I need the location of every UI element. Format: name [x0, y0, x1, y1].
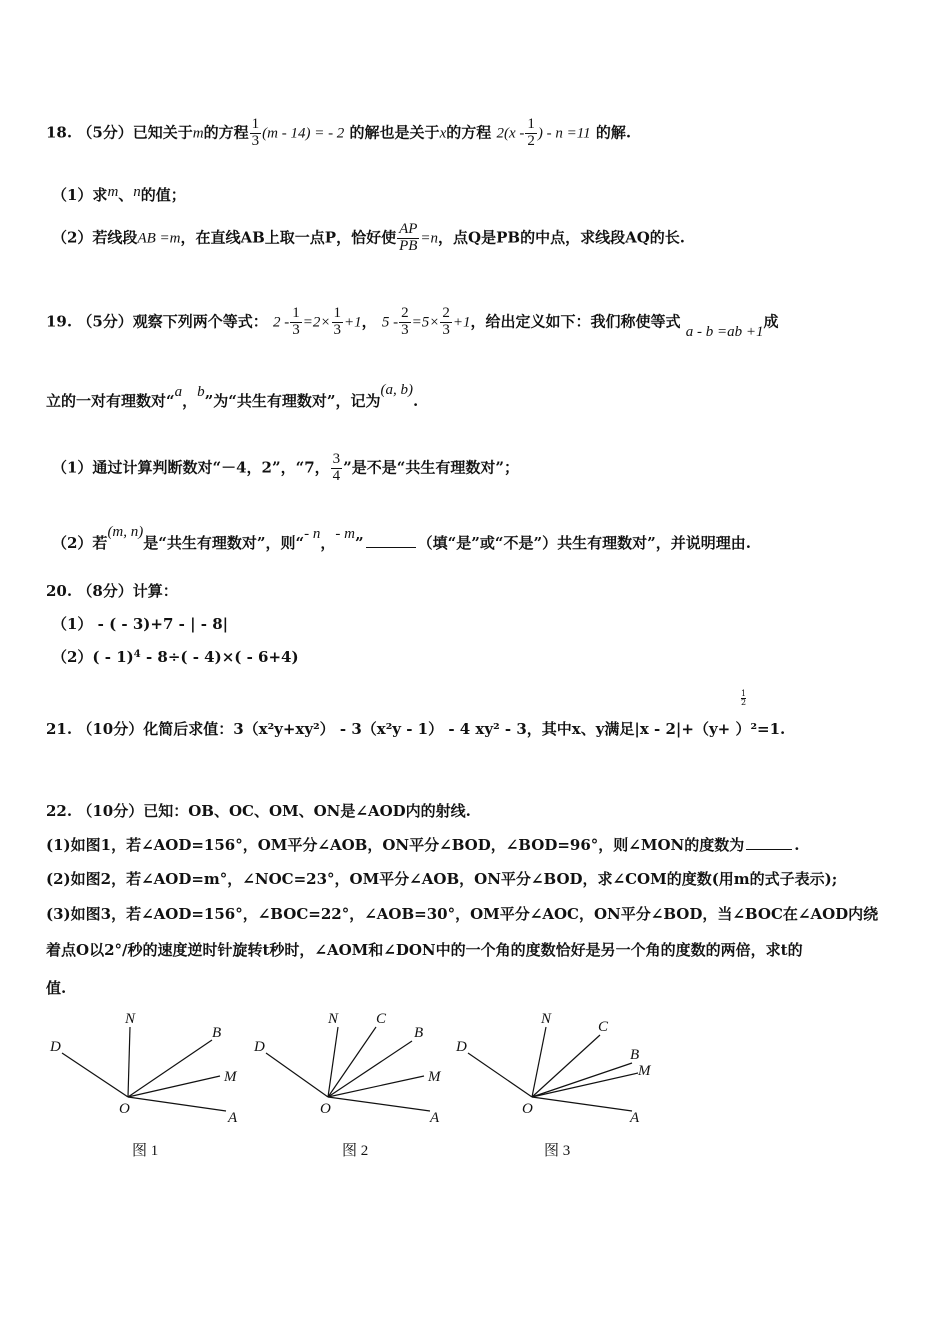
q19-text2: 成: [763, 312, 779, 331]
q18-p1-n: n: [133, 184, 141, 200]
fig2-label-c: C: [376, 1011, 387, 1027]
q18-p2-b: ，在直线AB上取一点P，恰好使: [180, 228, 397, 247]
fig1-label-a: A: [228, 1110, 238, 1126]
q19-e2-frac2-num: 2: [442, 305, 450, 321]
q18-p2-frac-num: AP: [399, 221, 418, 237]
q22-p1a: (1)如图1，若∠AOD=156°，OM平分∠AOB，ON平分∠BOD，∠BOD=96°，则∠MON的度数为: [46, 836, 745, 854]
fig1-label-b: B: [212, 1025, 222, 1041]
q20-p1: （1） - ( - 3)+7 - | - 8|: [52, 615, 229, 633]
q21-text: 21. （10分）化简后求值：3（x²y+xy²） - 3（x²y - 1） - 4 xy² - 3，其中x、y满足|x - 2|+（y+ ）²=1.: [46, 720, 786, 738]
fig2-label-d: D: [254, 1039, 265, 1055]
q19-part1: [52, 452, 519, 485]
fig1-label-d: D: [50, 1039, 61, 1055]
q19-p2b: 是“共生有理数对”，则“: [143, 534, 305, 552]
q19-e2a: 5 -: [381, 314, 399, 331]
q19-l2-b: b: [197, 384, 205, 400]
q19-p1b: ”是不是“共生有理数对”；: [343, 458, 520, 477]
fig3-label-n: N: [541, 1011, 552, 1027]
q19-l2-a: a: [174, 384, 183, 400]
q19-answer-blank: [366, 546, 416, 548]
q18-eq-word1: 的方程: [203, 123, 249, 142]
q19-e2-frac1-den: 3: [401, 321, 409, 338]
q20-part1: [52, 613, 228, 634]
q19-l2a: 立的一对有理数对“: [46, 392, 175, 410]
q19-p2-m: - m: [335, 526, 355, 542]
q22-part3-line3: [46, 977, 66, 998]
q19-p2a: （2）若: [52, 534, 108, 552]
q18-part2: [52, 222, 685, 255]
q18-p2-ab: AB =m: [137, 230, 181, 247]
q19-e1-frac2-num: 1: [333, 305, 341, 321]
q22-p2: (2)如图2，若∠AOD=m°，∠NOC=23°，OM平分∠AOB，ON平分∠BOD，求∠COM的度数(用m的式子表示);: [46, 870, 838, 888]
q18-p1-b: 的值；: [140, 186, 186, 204]
fig2-label-a: A: [430, 1110, 440, 1126]
q18-line: [46, 117, 631, 150]
q18-var-x: x: [439, 125, 447, 142]
q18-p1-m: m: [107, 184, 119, 200]
q22-head: 22. （10分）已知：OB、OC、OM、ON是∠AOD内的射线.: [46, 802, 471, 820]
q19-p1-frac-den: 4: [332, 467, 341, 484]
q21-small-frac: [741, 690, 746, 707]
q18-frac2: [525, 117, 537, 150]
fig3-ray-om: [532, 1073, 638, 1097]
q19-e2-frac1-num: 2: [401, 305, 409, 321]
q19-p2-pair: (m, n): [107, 524, 144, 540]
q22-p1b: .: [794, 836, 800, 854]
q19-e1a: 2 -: [273, 314, 290, 331]
q19-e2b: =5×: [411, 314, 440, 331]
q22-part3-line1: [46, 903, 878, 924]
q18-eq2-b: ) - n =11: [537, 125, 591, 142]
q19-e2-frac2-den: 3: [442, 321, 450, 338]
q20-head: 20. （8分）计算：: [46, 582, 178, 600]
q18-head: 18. （5分）已知关于: [46, 123, 193, 142]
fig3-label-o: O: [522, 1101, 533, 1117]
fig3-ray-oa: [532, 1097, 632, 1111]
q18-frac1-den: 3: [251, 132, 260, 149]
q18-p2-frac: [397, 222, 419, 255]
fig3-ray-ob: [532, 1063, 632, 1097]
fig3-label-d: D: [456, 1039, 467, 1055]
q19-l2-sep: ，: [182, 392, 198, 410]
q22-part1: [46, 834, 799, 855]
figure-3-caption: 图 3: [544, 1143, 571, 1159]
q19-e1-frac2-den: 3: [333, 321, 341, 338]
q20-p2b: - 8÷( - 4)×( - 6+4): [140, 648, 299, 666]
q20-p2-exp: 4: [133, 648, 141, 660]
q19-line1: [46, 306, 779, 339]
q19-l2-pair: (a, b): [380, 382, 414, 398]
fig3-ray-od: [468, 1053, 532, 1097]
fig2-ray-oc: [328, 1027, 376, 1097]
fig2-ray-om: [328, 1076, 424, 1097]
q18-p2-a: （2）若线段: [52, 228, 138, 247]
q18-eq2-a: 2(x -: [496, 125, 525, 142]
q19-p1a: （1）通过计算判断数对“－4，2”，“7，: [52, 458, 330, 477]
q22-part3-line2: [46, 939, 803, 960]
q18-eq-word2: 的方程: [446, 123, 492, 142]
fig2-ray-oa: [328, 1097, 430, 1111]
fig2-label-o: O: [320, 1101, 331, 1117]
fig1-label-n: N: [125, 1011, 136, 1027]
figure-2-caption: 图 2: [342, 1143, 369, 1159]
q19-e1b: =2×: [302, 314, 331, 331]
fig2-label-b: B: [414, 1025, 424, 1041]
q21-line: [46, 718, 785, 739]
fig2-ray-od: [266, 1053, 328, 1097]
q20-p2a: （2）( - 1): [52, 648, 134, 666]
q19-e1-frac1: [290, 306, 302, 339]
q18-frac1-num: 1: [251, 116, 260, 132]
q19-l2c: .: [413, 392, 419, 410]
q18-p1-a: （1）求: [52, 186, 108, 204]
q19-l2b: ”为“共生有理数对”，记为: [204, 392, 381, 410]
q18-p2-frac-den: PB: [399, 237, 418, 254]
figure-1-caption: 图 1: [132, 1143, 159, 1159]
fig3-label-c: C: [598, 1019, 609, 1035]
fig3-label-m: M: [638, 1063, 651, 1079]
fig1-ray-oa: [128, 1097, 226, 1111]
q18-p2-c: ，点Q是PB的中点，求线段AQ的长.: [438, 228, 685, 247]
q22-part2: [46, 868, 837, 889]
q18-frac2-num: 1: [527, 116, 535, 132]
fig3-label-a: A: [630, 1110, 640, 1126]
fig1-ray-om: [128, 1076, 220, 1097]
q20-part2: [52, 646, 299, 667]
q22-p3c: 值.: [46, 979, 67, 997]
q19-p1-frac-num: 3: [332, 451, 341, 467]
q19-e2-frac2: [440, 306, 452, 339]
fig2-ray-on: [328, 1027, 338, 1097]
fig2-label-m: M: [428, 1069, 441, 1085]
q19-e1-frac1-num: 1: [292, 305, 300, 321]
q19-p2d: （填“是”或“不是”）共生有理数对”，并说明理由.: [417, 534, 752, 552]
q19-p2-sep: ，: [320, 534, 336, 552]
q19-line2: [46, 382, 419, 411]
q21-small-frac-num: 1: [741, 689, 747, 698]
figure-1-diagram: [40, 1005, 250, 1135]
q19-e2-frac1: [399, 306, 411, 339]
q19-p1-frac: [331, 452, 343, 485]
q22-head-line: [46, 800, 471, 821]
q18-p2-eq: =n: [420, 230, 439, 247]
q19-comma: ，: [361, 312, 377, 331]
q19-head: 19. （5分）观察下列两个等式：: [46, 312, 268, 331]
q22-p3a: (3)如图3，若∠AOD=156°，∠BOC=22°，∠AOB=30°，OM平分∠AOC，ON平分∠BOD，当∠BOC在∠AOD内绕: [46, 905, 879, 923]
q18-eq1-rest: (m - 14) = - 2: [262, 125, 345, 142]
q19-text1: ，给出定义如下：我们称使等式: [470, 312, 681, 331]
fig3-label-b: B: [630, 1047, 640, 1063]
q19-p2-n: - n: [304, 526, 321, 542]
q18-frac1: [250, 117, 262, 150]
q20-head-line: [46, 580, 178, 601]
q19-e2c: +1: [452, 314, 471, 331]
fig1-label-m: M: [224, 1069, 237, 1085]
q18-mid: 的解也是关于: [349, 123, 440, 142]
fig1-ray-ob: [128, 1040, 212, 1097]
q18-part1: [52, 184, 186, 205]
q18-p1-sep: 、: [118, 186, 134, 204]
q22-answer-blank: [746, 848, 792, 850]
figure-3-diagram: [448, 1005, 658, 1135]
fig1-label-o: O: [119, 1101, 130, 1117]
q19-p2c: ”: [355, 534, 364, 552]
q22-p3b: 着点O以2°/秒的速度逆时针旋转t秒时，∠AOM和∠DON中的一个角的度数恰好是另一个角的度数的两倍，求t的: [46, 941, 803, 959]
fig1-ray-od: [62, 1053, 128, 1097]
q19-e1-frac2: [332, 306, 344, 339]
q19-def-eq: a - b =ab +1: [685, 324, 764, 341]
q18-frac2-den: 2: [527, 132, 535, 149]
q19-e1-frac1-den: 3: [292, 321, 300, 338]
q19-e1c: +1: [344, 314, 362, 331]
figure-2-diagram: [248, 1005, 458, 1135]
fig2-label-n: N: [328, 1011, 339, 1027]
q18-tail: 的解.: [595, 123, 632, 142]
q21-small-frac-den: 2: [741, 698, 747, 707]
q18-var-m: m: [192, 125, 204, 142]
fig2-ray-ob: [328, 1041, 412, 1097]
q19-part2: [52, 524, 752, 553]
fig1-ray-on: [128, 1027, 130, 1097]
